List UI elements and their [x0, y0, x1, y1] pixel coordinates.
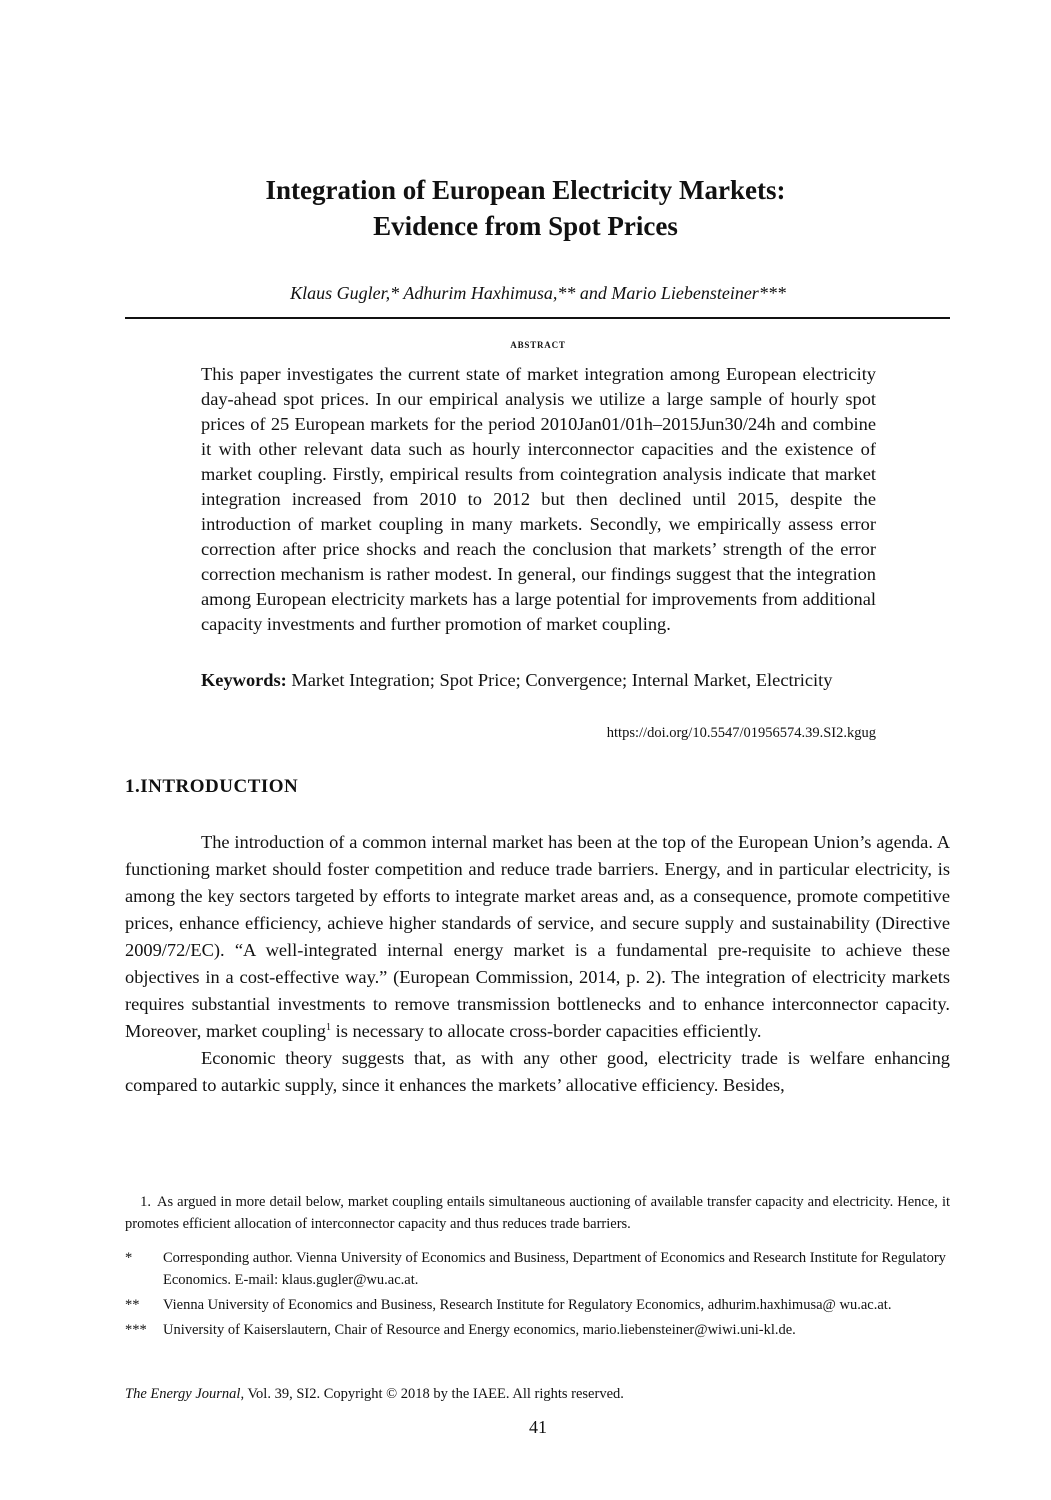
affiliation-2 [125, 1294, 950, 1316]
affiliation-text: University of Kaiserslautern, Chair of Resource and Energy economics, mario.liebensteiner@wiwi.uni-kl.de. [163, 1322, 796, 1338]
paragraph-1-end: is necessary to allocate cross-border capacities efficiently. [331, 1021, 762, 1041]
journal-name: The Energy Journal [125, 1386, 241, 1402]
doi-link[interactable]: https://doi.org/10.5547/01956574.39.SI2.kgug [606, 725, 876, 741]
title-divider [125, 317, 950, 319]
keywords-label: Keywords: [201, 670, 287, 690]
journal-footer [125, 1386, 624, 1403]
page-number: 41 [529, 1417, 547, 1437]
keywords-list: Market Integration; Spot Price; Convergence; Internal Market, Electricity [291, 670, 833, 690]
affiliation-mark: *** [125, 1322, 147, 1338]
journal-copyright: , Vol. 39, SI2. Copyright © 2018 by the IAEE. All rights reserved. [240, 1386, 624, 1402]
footnote-1 [125, 1191, 950, 1235]
abstract-text: This paper investigates the current state of market integration among European electricity day-ahead spot prices. In our empirical analysis we utilize a large sample of hourly spot prices of 25 European markets for the period 2010Jan01/01h–2015Jun30/24h and combine it with other relevant data such as hourly interconnector capacities and the existence of market coupling. Firstly, empirical results from cointegration analysis indicate that market integration increased from 2010 to 2012 but then declined until 2015, despite the introduction of market coupling in many markets. Secondly, we empirically assess error correction after price shocks and reach the conclusion that markets’ strength of the error correction mechanism is rather modest. In general, our findings suggest that the integration among European electricity markets has a large potential for improvements from additional capacity investments and further promotion of market coupling. [201, 364, 876, 634]
affiliation-3 [125, 1319, 950, 1341]
paragraph-2: Economic theory suggests that, as with any other good, electricity trade is welfare enhancing compared to autarkic supply, since it enhances the markets’ allocative efficiency. Besides, [125, 1048, 950, 1095]
affiliation-1 [125, 1247, 950, 1291]
author-affiliations [125, 1247, 950, 1344]
section-heading-introduction: 1.INTRODUCTION [125, 776, 299, 797]
footnote-marker-1[interactable]: 1 [326, 1022, 331, 1033]
affiliation-mark: * [125, 1250, 133, 1266]
author-list: Klaus Gugler,* Adhurim Haxhimusa,** and Mario Liebensteiner*** [290, 283, 786, 303]
affiliation-mark: ** [125, 1297, 140, 1313]
title-line-2: Evidence from Spot Prices [373, 211, 678, 241]
affiliation-text: Corresponding author. Vienna University of Economics and Business, Department of Economics and Research Institute for Regulatory Economics. E-mail: klaus.gugler@wu.ac.at. [163, 1250, 946, 1288]
introduction-body [125, 829, 950, 1099]
abstract-heading: abstract [510, 337, 566, 351]
paragraph-1-text: The introduction of a common internal market has been at the top of the European Union’s agenda. A functioning market should foster competition and reduce trade barriers. Energy, and in particular electricity, is among the key sectors targeted by efforts to integrate market areas and, as a consequence, promote competitive prices, enhance efficiency, achieve higher standards of service, and secure supply and sustainability (Directive 2009/72/EC). “A well-integrated internal energy market is a fundamental pre-requisite to achieve these objectives in a cost-effective way.” (European Commission, 2014, p. 2). The integration of electricity markets requires substantial investments to remove transmission bottlenecks and to enhance interconnector capacity. Moreover, market coupling [125, 832, 950, 1041]
affiliation-text: Vienna University of Economics and Business, Research Institute for Regulatory Economics, adhurim.haxhimusa@ wu.ac.at. [163, 1297, 892, 1313]
footnote-1-number: 1. [140, 1194, 151, 1210]
title-line-1: Integration of European Electricity Markets: [265, 175, 786, 205]
paragraph-1 [125, 829, 950, 1045]
footnote-1-text: As argued in more detail below, market coupling entails simultaneous auctioning of available transfer capacity and electricity. Hence, it promotes efficient allocation of interconnector capacity and thus reduces trade barriers. [125, 1194, 950, 1232]
keywords [201, 668, 876, 693]
paper-title [0, 172, 1051, 244]
